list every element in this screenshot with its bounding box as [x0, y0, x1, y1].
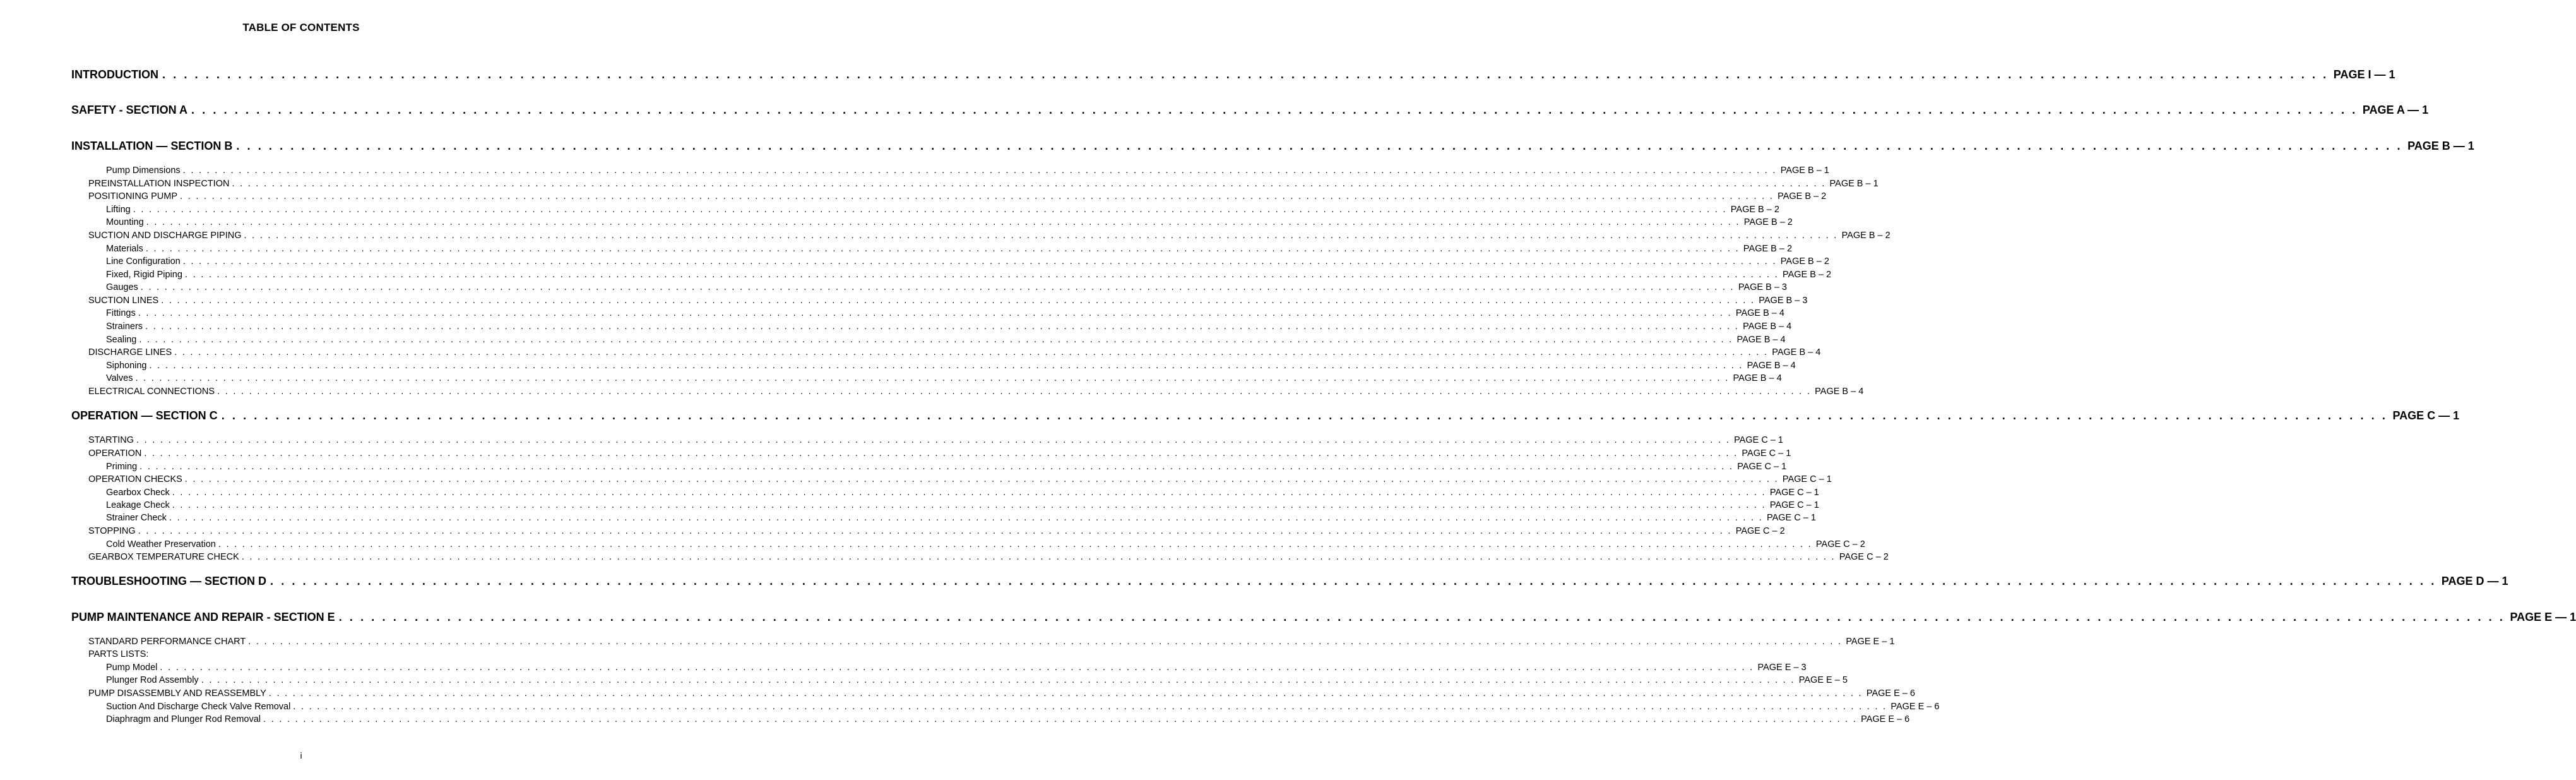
dot-leader: . . . . . . . . . . . . . . . . . . . . . . . . . . . . . . . . . . . . . . . . . . . . . . . . . . . . . . . . . . . . . . . . . . . . . . . . . . . . . . . . . . . . . . . . . . . . . . . . . . . . . . . . . . . . . . . . . . . . . . . . . . . . . . . . . . . . . . . . . . . . . . . . . . . . . . . . . . . . . . . . . . . . . . . . . . . . . . . . . . . . . . . . . . . . . . . . . . . . . . . .: [182, 256, 1777, 267]
toc-entry[interactable]: [88, 387, 1864, 397]
toc-section-entry[interactable]: [71, 104, 2429, 117]
toc-section-entry[interactable]: [71, 140, 2474, 153]
toc-entry[interactable]: [88, 448, 1791, 459]
dot-leader: . . . . . . . . . . . . . . . . . . . . . . . . . . . . . . . . . . . . . . . . . . . . . . . . . . . . . . . . . . . . . . . . . . . . . . . . . . . . . . . . . . . . . . . . . . . . . . . . . . . . . . . . . . . . . . . . . . . . . . . . . . . . . . . . . . . . . . . . . . . . . . . . . . . . . . . . . . . . . . . . . . . . . . . . . . . . . . . . . . . . . . . . . . . . . . . . . . . . . . . .: [144, 448, 1738, 459]
toc-entry-label: OPERATION — SECTION C: [71, 409, 218, 422]
dot-leader: . . . . . . . . . . . . . . . . . . . . . . . . . . . . . . . . . . . . . . . . . . . . . . . . . . . . . . . . . . . . . . . . . . . . . . . . . . . . . . . . . . . . . . . . . . . . . . . . . . . . . . . . . . . . . . . . . . . . . . . . . . . . . . . . . . . . . . . . . . . . . . . . . . . . . . . . . . . . . . . . . . . . . . . . . . . . . . . . . . . . . . . . . . . . . . . . . . . . . . . .: [139, 335, 1733, 345]
toc-entry-label: Pump Dimensions: [106, 165, 181, 176]
dot-leader: . . . . . . . . . . . . . . . . . . . . . . . . . . . . . . . . . . . . . . . . . . . . . . . . . . . . . . . . . . . . . . . . . . . . . . . . . . . . . . . . . . . . . . . . . . . . . . . . . . . . . . . . . . . . . . . . . . . . . . . . . . . . . . . . . . . . . . . . . . . . . . . . . . . . . . . . . . . . . . . . . . . . . . . . . . . . . . . . . . . . . . . . . . . . . . . . . . . . . . . .: [172, 488, 1766, 498]
toc-entry-label: Diaphragm and Plunger Rod Removal: [106, 714, 261, 724]
toc-entry-label: STARTING: [88, 435, 134, 445]
toc-entry[interactable]: [88, 231, 1890, 241]
toc-entry-page: PAGE E – 6: [1861, 714, 1910, 724]
toc-entry-label: Priming: [106, 462, 138, 472]
page-title: TABLE OF CONTENTS: [242, 21, 360, 33]
toc-entry[interactable]: [88, 474, 1832, 484]
toc-entry[interactable]: [88, 347, 1821, 357]
dot-leader: . . . . . . . . . . . . . . . . . . . . . . . . . . . . . . . . . . . . . . . . . . . . . . . . . . . . . . . . . . . . . . . . . . . . . . . . . . . . . . . . . . . . . . . . . . . . . . . . . . . . . . . . . . . . . . . . . . . . . . . . . . . . . . . . . . . . . . . . . . . . . . . . . . . . . . . . . . . . . . . . . . . . . . . . . . . . . . . . . . . . . . . . . . . . . . . . . . . . . . . .: [268, 688, 1863, 699]
toc-entry-page: PAGE E – 3: [1757, 663, 1807, 673]
toc-entry-page: PAGE B – 2: [1743, 217, 1793, 227]
toc-section-entry[interactable]: [71, 575, 2508, 588]
dot-leader: . . . . . . . . . . . . . . . . . . . . . . . . . . . . . . . . . . . . . . . . . . . . . . . . . . . . . . . . . . . . . . . . . . . . . . . . . . . . . . . . . . . . . . . . . . . . . . . . . . . . . . . . . . . . . . . . . . . . . . . . . . . . . . . . . . . . . . . . . . . . . . . . . . . . . . . . . . . . . . . . . . . . . . . . . . . . . . . . . . . . . . . . . . . . . . . . . . . . . . . .: [135, 373, 1730, 383]
dot-leader: . . . . . . . . . . . . . . . . . . . . . . . . . . . . . . . . . . . . . . . . . . . . . . . . . . . . . . . . . . . . . . . . . . . . . . . . . . . . . . . . . . . . . . . . . . . . . . . . . . . . . . . . . . . . . . . . . . . . . . . . . . . . . . . . . . . . . . . . . . . . . . . . . . . . . . . . . . . . . . . . . . . . . . . . . . . . . . . . . . . . . . . . . . . . . . . . . . . . . . . .: [161, 296, 1755, 306]
dot-leader: . . . . . . . . . . . . . . . . . . . . . . . . . . . . . . . . . . . . . . . . . . . . . . . . . . . . . . . . . . . . . . . . . . . . . . . . . . . . . . . . . . . . . . . . . . . . . . . . . . . . . . . . . . . . . . . . . . . . . . . . . . . . . . . . . . . . . . . . . . . . . . . . . . . . . . . . . . . . . . . . . . . . . . . . . . . . . . . . . . . . . . . . . . . . . . . . . . . . . . . .: [169, 513, 1763, 523]
toc-entry-page: PAGE B – 4: [1733, 373, 1782, 383]
dot-leader: . . . . . . . . . . . . . . . . . . . . . . . . . . . . . . . . . . . . . . . . . . . . . . . . . . . . . . . . . . . . . . . . . . . . . . . . . . . . . . . . . . . . . . . . . . . . . . . . . . . . . . . . . . . . . . . . . . . . . . . . . . . . . . . . . . . . . . . . . . . . . . . . . . . . . . . . . . . . . . . . . . . . . . . . . . . . . . . . . . . . . . . . . . . . . . . . . . . . . . . .: [248, 637, 1843, 647]
dot-leader: . . . . . . . . . . . . . . . . . . . . . . . . . . . . . . . . . . . . . . . . . . . . . . . . . . . . . . . . . . . . . . . . . . . . . . . . . . . . . . . . . . . . . . . . . . . . . . . . . . . . . . . . . . . . . . . . . . . . . . . . . . . . . . . . . . . . . . . . . . . . . . . . . . . . . . . . . . . . . . . . . . . . . . . . . . . . . . . . . . . . . . . . . . . . . . . . . . . . . . . .: [201, 675, 1795, 685]
toc-entry-label: POSITIONING PUMP: [88, 191, 177, 201]
toc-entry-label: SUCTION LINES: [88, 296, 159, 306]
toc-entry-label: PUMP DISASSEMBLY AND REASSEMBLY: [88, 688, 266, 699]
toc-entry-page: PAGE C – 2: [1735, 526, 1785, 536]
dot-leader: . . . . . . . . . . . . . . . . . . . . . . . . . . . . . . . . . . . . . . . . . . . . . . . . . . . . . . . . . . . . . . . . . . . . . . . . . . . . . . . . . . . . . . . . . . . . . . . . . . . . . . . . . . . . . . . . . . . . . . . . . . . . . . . . . . . . . . . . . . . . . . . . . . . . . . . . . . . . . . . . . . . . . . . . . . . . . . . . . . . . . . . . . . . . . . . . . . . . . . . .: [138, 308, 1732, 318]
toc-entry-page: PAGE E – 1: [1846, 637, 1895, 647]
toc-entry[interactable]: [106, 335, 1786, 345]
toc-entry-page: PAGE B – 1: [1829, 179, 1879, 189]
dot-leader: . . . . . . . . . . . . . . . . . . . . . . . . . . . . . . . . . . . . . . . . . . . . . . . . . . . . . . . . . . . . . . . . . . . . . . . . . . . . . . . . . . . . . . . . . . . . . . . . . . . . . . . . . . . . . . . . . . . . . . . . . . . . . . . . . . . . . . . . . . . . . . . . . . . . . . . . . . . . . . . . . . . . . . . . . . . . . . . . . . . . . . . . . . . . . . . . . . . . . . . .: [140, 282, 1735, 292]
toc-entry-page: PAGE D — 1: [2441, 575, 2508, 587]
dot-leader: . . . . . . . . . . . . . . . . . . . . . . . . . . . . . . . . . . . . . . . . . . . . . . . . . . . . . . . . . . . . . . . . . . . . . . . . . . . . . . . . . . . . . . . . . . . . . . . . . . . . . . . . . . . . . . . . . . . . . . . . . . . . . . . . . . . . . . . . . . . . . . . . . . . . . . . . . . . . . . . . . . . . . . . . . . . . . . . . . . . . . . . . . . . . . . . . . . . . . . . .: [244, 231, 1838, 241]
dot-leader: . . . . . . . . . . . . . . . . . . . . . . . . . . . . . . . . . . . . . . . . . . . . . . . . . . . . . . . . . . . . . . . . . . . . . . . . . . . . . . . . . . . . . . . . . . . . . . . . . . . . . . . . . . . . . . . . . . . . . . . . . . . . . . . . . . . . . . . . . . . . . . . . . . . . . . . . . . . . . . . . . . . . . . . . . . . . . . . . . . . . . . . . . . . . . . . . . . . . . . . .: [162, 68, 2329, 81]
toc-entry-page: PAGE B – 4: [1772, 347, 1821, 357]
toc-entry[interactable]: [106, 539, 1865, 549]
toc-entry[interactable]: [88, 296, 1808, 306]
toc-section-entry[interactable]: [71, 409, 2460, 423]
dot-leader: . . . . . . . . . . . . . . . . . . . . . . . . . . . . . . . . . . . . . . . . . . . . . . . . . . . . . . . . . . . . . . . . . . . . . . . . . . . . . . . . . . . . . . . . . . . . . . . . . . . . . . . . . . . . . . . . . . . . . . . . . . . . . . . . . . . . . . . . . . . . . . . . . . . . . . . . . . . . . . . . . . . . . . . . . . . . . . . . . . . . . . . . . . . . . . . . . . . . . . . .: [232, 179, 1826, 189]
toc-entry-page: PAGE B – 4: [1747, 361, 1796, 371]
dot-leader: . . . . . . . . . . . . . . . . . . . . . . . . . . . . . . . . . . . . . . . . . . . . . . . . . . . . . . . . . . . . . . . . . . . . . . . . . . . . . . . . . . . . . . . . . . . . . . . . . . . . . . . . . . . . . . . . . . . . . . . . . . . . . . . . . . . . . . . . . . . . . . . . . . . . . . . . . . . . . . . . . . . . . . . . . . . . . . . . . . . . . . . . . . . . . . . . . . . . . . . .: [138, 526, 1732, 536]
toc-entry-page: PAGE B — 1: [2407, 140, 2474, 152]
toc-entry-label: Lifting: [106, 205, 131, 215]
toc-entry-label: PARTS LISTS:: [88, 649, 149, 659]
toc-entry-page: PAGE B – 2: [1778, 191, 1827, 201]
toc-entry[interactable]: [106, 308, 1784, 318]
dot-leader: . . . . . . . . . . . . . . . . . . . . . . . . . . . . . . . . . . . . . . . . . . . . . . . . . . . . . . . . . . . . . . . . . . . . . . . . . . . . . . . . . . . . . . . . . . . . . . . . . . . . . . . . . . . . . . . . . . . . . . . . . . . . . . . . . . . . . . . . . . . . . . . . . . . . . . . . . . . . . . . . . . . . . . . . . . . . . . . . . . . . . . . . . . . . . . . . . . . . . . . .: [218, 539, 1812, 549]
dot-leader: . . . . . . . . . . . . . . . . . . . . . . . . . . . . . . . . . . . . . . . . . . . . . . . . . . . . . . . . . . . . . . . . . . . . . . . . . . . . . . . . . . . . . . . . . . . . . . . . . . . . . . . . . . . . . . . . . . . . . . . . . . . . . . . . . . . . . . . . . . . . . . . . . . . . . . . . . . . . . . . . . . . . . . . . . . . . . . . . . . . . . . . . . . . . . . . . . . . . . . . .: [293, 702, 1887, 712]
dot-leader: . . . . . . . . . . . . . . . . . . . . . . . . . . . . . . . . . . . . . . . . . . . . . . . . . . . . . . . . . . . . . . . . . . . . . . . . . . . . . . . . . . . . . . . . . . . . . . . . . . . . . . . . . . . . . . . . . . . . . . . . . . . . . . . . . . . . . . . . . . . . . . . . . . . . . . . . . . . . . . . . . . . . . . . . . . . . . . . . . . . . . . . . . . . . . . . . . . . . . . . .: [184, 474, 1779, 484]
toc-entry-label: GEARBOX TEMPERATURE CHECK: [88, 552, 239, 562]
toc-entry[interactable]: [106, 244, 1793, 254]
toc-entry-page: PAGE C – 2: [1815, 539, 1865, 549]
toc-entry[interactable]: [88, 649, 531, 659]
dot-leader: . . . . . . . . . . . . . . . . . . . . . . . . . . . . . . . . . . . . . . . . . . . . . . . . . . . . . . . . . . . . . . . . . . . . . . . . . . . . . . . . . . . . . . . . . . . . . . . . . . . . . . . . . . . . . . . . . . . . . . . . . . . . . . . . . . . . . . . . . . . . . . . . . . . . . . . . . . . . . . . . . . . . . . . . . . . . . . . . . . . . . . . . . . . . . . . . . . . . . . . .: [172, 500, 1766, 510]
toc-entry-page: PAGE B – 2: [1730, 205, 1779, 215]
toc-section-entry[interactable]: [71, 68, 2395, 81]
toc-entry-page: PAGE B – 2: [1783, 270, 1832, 280]
dot-leader: . . . . . . . . . . . . . . . . . . . . . . . . . . . . . . . . . . . . . . . . . . . . . . . . . . . . . . . . . . . . . . . . . . . . . . . . . . . . . . . . . . . . . . . . . . . . . . . . . . . . . . . . . . . . . . . . . . . . . . . . . . . . . . . . . . . . . . . . . . . . . . . . . . . . . . . . . . . . . . . . . . . . . . . . . . . . . . . . . . . . . . . . . . . . . . . . . . . . . . . .: [174, 347, 1769, 357]
toc-entry-label: Mounting: [106, 217, 144, 227]
toc-entry[interactable]: [106, 675, 1848, 685]
toc-entry-label: Suction And Discharge Check Valve Removal: [106, 702, 291, 712]
toc-entry-label: STANDARD PERFORMANCE CHART: [88, 637, 246, 647]
toc-entry[interactable]: [88, 191, 1827, 201]
toc-entry[interactable]: [106, 282, 1787, 292]
toc-entry-label: TROUBLESHOOTING — SECTION D: [71, 575, 267, 587]
toc-entry[interactable]: [88, 552, 1889, 562]
toc-entry-page: PAGE B – 4: [1735, 308, 1784, 318]
toc-entry-label: Siphoning: [106, 361, 147, 371]
toc-entry-label: INSTALLATION — SECTION B: [71, 140, 233, 152]
dot-leader: . . . . . . . . . . . . . . . . . . . . . . . . . . . . . . . . . . . . . . . . . . . . . . . . . . . . . . . . . . . . . . . . . . . . . . . . . . . . . . . . . . . . . . . . . . . . . . . . . . . . . . . . . . . . . . . . . . . . . . . . . . . . . . . . . . . . . . . . . . . . . . . . . . . . . . . . . . . . . . . . . . . . . . . . . . . . . . . . . . . . . . . . . . . . . . . . . . . . . . . .: [191, 104, 2358, 116]
toc-entry-label: Cold Weather Preservation: [106, 539, 216, 549]
toc-entry-label: Gauges: [106, 282, 138, 292]
dot-leader: . . . . . . . . . . . . . . . . . . . . . . . . . . . . . . . . . . . . . . . . . . . . . . . . . . . . . . . . . . . . . . . . . . . . . . . . . . . . . . . . . . . . . . . . . . . . . . . . . . . . . . . . . . . . . . . . . . . . . . . . . . . . . . . . . . . . . . . . . . . . . . . . . . . . . . . . . . . . . . . . . . . . . . . . . . . . . . . . . . . . . . . . . . . . . . . . . . . . . . . .: [338, 611, 2505, 623]
toc-entry[interactable]: [106, 513, 1816, 523]
dot-leader: . . . . . . . . . . . . . . . . . . . . . . . . . . . . . . . . . . . . . . . . . . . . . . . . . . . . . . . . . . . . . . . . . . . . . . . . . . . . . . . . . . . . . . . . . . . . . . . . . . . . . . . . . . . . . . . . . . . . . . . . . . . . . . . . . . . . . . . . . . . . . . . . . . . . . . . . . . . . . . . . . . . . . . . . . . . . . . . . . . . . . . . . . . . . . . . . . . . . . . . .: [221, 409, 2388, 422]
dot-leader: . . . . . . . . . . . . . . . . . . . . . . . . . . . . . . . . . . . . . . . . . . . . . . . . . . . . . . . . . . . . . . . . . . . . . . . . . . . . . . . . . . . . . . . . . . . . . . . . . . . . . . . . . . . . . . . . . . . . . . . . . . . . . . . . . . . . . . . . . . . . . . . . . . . . . . . . . . . . . . . . . . . . . . . . . . . . . . . . . . . . . . . . . . . . . . . . . . . . . . . .: [160, 663, 1754, 673]
toc-entry-page: PAGE E – 6: [1866, 688, 1915, 699]
toc-entry-page: PAGE A — 1: [2362, 104, 2429, 116]
toc-entry-label: OPERATION: [88, 448, 142, 459]
toc-entry-label: Leakage Check: [106, 500, 170, 510]
toc-entry-page: PAGE B – 2: [1743, 244, 1793, 254]
dot-leader: . . . . . . . . . . . . . . . . . . . . . . . . . . . . . . . . . . . . . . . . . . . . . . . . . . . . . . . . . . . . . . . . . . . . . . . . . . . . . . . . . . . . . . . . . . . . . . . . . . . . . . . . . . . . . . . . . . . . . . . . . . . . . . . . . . . . . . . . . . . . . . . . . . . . . . . . . . . . . . . . . . . . . . . . . . . . . . . . . . . . . . . . . . . . . . . . . . . . . . . .: [217, 387, 1812, 397]
toc-entry-label: OPERATION CHECKS: [88, 474, 182, 484]
toc-entry[interactable]: [88, 526, 1785, 536]
toc-entry-page: PAGE B – 3: [1738, 282, 1787, 292]
toc-entry[interactable]: [106, 663, 1807, 673]
toc-entry-page: PAGE E – 6: [1890, 702, 1940, 712]
toc-entry-page: PAGE B – 3: [1759, 296, 1808, 306]
toc-entry[interactable]: [106, 321, 1792, 332]
toc-entry-page: PAGE B – 2: [1841, 231, 1890, 241]
toc-entry[interactable]: [106, 500, 1819, 510]
toc-entry-page: PAGE B – 4: [1736, 335, 1786, 345]
toc-entry-label: SUCTION AND DISCHARGE PIPING: [88, 231, 242, 241]
toc-entry-label: Sealing: [106, 335, 137, 345]
toc-entry-label: DISCHARGE LINES: [88, 347, 172, 357]
dot-leader: . . . . . . . . . . . . . . . . . . . . . . . . . . . . . . . . . . . . . . . . . . . . . . . . . . . . . . . . . . . . . . . . . . . . . . . . . . . . . . . . . . . . . . . . . . . . . . . . . . . . . . . . . . . . . . . . . . . . . . . . . . . . . . . . . . . . . . . . . . . . . . . . . . . . . . . . . . . . . . . . . . . . . . . . . . . . . . . . . . . . . . . . . . . . . . . . . . . . . . . .: [180, 191, 1774, 201]
toc-entry-page: PAGE C – 1: [1742, 448, 1791, 459]
toc-entry-label: PUMP MAINTENANCE AND REPAIR - SECTION E: [71, 611, 335, 623]
toc-entry-page: PAGE C – 1: [1737, 462, 1787, 472]
toc-entry-label: Gearbox Check: [106, 488, 170, 498]
dot-leader: . . . . . . . . . . . . . . . . . . . . . . . . . . . . . . . . . . . . . . . . . . . . . . . . . . . . . . . . . . . . . . . . . . . . . . . . . . . . . . . . . . . . . . . . . . . . . . . . . . . . . . . . . . . . . . . . . . . . . . . . . . . . . . . . . . . . . . . . . . . . . . . . . . . . . . . . . . . . . . . . . . . . . . . . . . . . . . . . . . . . . . . . . . . . . . . . . . . . . . . .: [149, 361, 1743, 371]
dot-leader: . . . . . . . . . . . . . . . . . . . . . . . . . . . . . . . . . . . . . . . . . . . . . . . . . . . . . . . . . . . . . . . . . . . . . . . . . . . . . . . . . . . . . . . . . . . . . . . . . . . . . . . . . . . . . . . . . . . . . . . . . . . . . . . . . . . . . . . . . . . . . . . . . . . . . . . . . . . . . . . . . . . . . . . . . . . . . . . . . . . . . . . . . . . . . . . . . . . . . . . .: [139, 462, 1734, 472]
toc-entry[interactable]: [106, 488, 1819, 498]
toc-entry-page: PAGE E — 1: [2510, 611, 2576, 623]
toc-entry[interactable]: [106, 217, 1793, 227]
toc-entry[interactable]: [106, 256, 1829, 267]
dot-leader: . . . . . . . . . . . . . . . . . . . . . . . . . . . . . . . . . . . . . . . . . . . . . . . . . . . . . . . . . . . . . . . . . . . . . . . . . . . . . . . . . . . . . . . . . . . . . . . . . . . . . . . . . . . . . . . . . . . . . . . . . . . . . . . . . . . . . . . . . . . . . . . . . . . . . . . . . . . . . . . . . . . . . . . . . . . . . . . . . . . . . . . . . . . . . . . . . . . . . . . .: [136, 435, 1731, 445]
dot-leader: . . . . . . . . . . . . . . . . . . . . . . . . . . . . . . . . . . . . . . . . . . . . . . . . . . . . . . . . . . . . . . . . . . . . . . . . . . . . . . . . . . . . . . . . . . . . . . . . . . . . . . . . . . . . . . . . . . . . . . . . . . . . . . . . . . . . . . . . . . . . . . . . . . . . . . . . . . . . . . . . . . . . . . . . . . . . . . . . . . . . . . . . . . . . . . . . . . . . . . . .: [263, 714, 1858, 724]
dot-leader: . . . . . . . . . . . . . . . . . . . . . . . . . . . . . . . . . . . . . . . . . . . . . . . . . . . . . . . . . . . . . . . . . . . . . . . . . . . . . . . . . . . . . . . . . . . . . . . . . . . . . . . . . . . . . . . . . . . . . . . . . . . . . . . . . . . . . . . . . . . . . . . . . . . . . . . . . . . . . . . . . . . . . . . . . . . . . . . . . . . . . . . . . . . . . . . . . . . . . . . .: [182, 165, 1777, 176]
toc-entry[interactable]: [88, 179, 1879, 189]
toc-entry-label: SAFETY - SECTION A: [71, 104, 188, 116]
toc-entry-label: Fittings: [106, 308, 136, 318]
toc-entry-page: PAGE C – 2: [1839, 552, 1889, 562]
toc-entry-label: Strainers: [106, 321, 143, 332]
toc-entry-page: PAGE C – 1: [1769, 488, 1819, 498]
toc-entry[interactable]: [88, 637, 1895, 647]
toc-entry-label: ELECTRICAL CONNECTIONS: [88, 387, 215, 397]
toc-entry[interactable]: [106, 702, 1940, 712]
toc-entry-label: Strainer Check: [106, 513, 167, 523]
dot-leader: . . . . . . . . . . . . . . . . . . . . . . . . . . . . . . . . . . . . . . . . . . . . . . . . . . . . . . . . . . . . . . . . . . . . . . . . . . . . . . . . . . . . . . . . . . . . . . . . . . . . . . . . . . . . . . . . . . . . . . . . . . . . . . . . . . . . . . . . . . . . . . . . . . . . . . . . . . . . . . . . . . . . . . . . . . . . . . . . . . . . . . . . . . . . . . . . . . . . . . . .: [270, 575, 2437, 587]
toc-entry[interactable]: [106, 714, 1910, 724]
toc-entry[interactable]: [106, 373, 1782, 383]
toc-entry-page: PAGE B – 2: [1780, 256, 1829, 267]
toc-entry-label: STOPPING: [88, 526, 136, 536]
toc-entry-label: PREINSTALLATION INSPECTION: [88, 179, 230, 189]
dot-leader: . . . . . . . . . . . . . . . . . . . . . . . . . . . . . . . . . . . . . . . . . . . . . . . . . . . . . . . . . . . . . . . . . . . . . . . . . . . . . . . . . . . . . . . . . . . . . . . . . . . . . . . . . . . . . . . . . . . . . . . . . . . . . . . . . . . . . . . . . . . . . . . . . . . . . . . . . . . . . . . . . . . . . . . . . . . . . . . . . . . . . . . . . . . . . . . . . . . . . . . .: [241, 552, 1836, 562]
toc-entry[interactable]: [106, 165, 1829, 176]
toc-entry-label: INTRODUCTION: [71, 68, 158, 81]
toc-entry-page: PAGE B – 4: [1815, 387, 1864, 397]
toc-entry-label: Line Configuration: [106, 256, 181, 267]
toc-entry[interactable]: [106, 205, 1779, 215]
toc-entry-page: PAGE C – 1: [1769, 500, 1819, 510]
toc-entry[interactable]: [106, 361, 1796, 371]
toc-entry-label: Materials: [106, 244, 143, 254]
page-number: i: [300, 750, 302, 760]
toc-entry[interactable]: [88, 435, 1783, 445]
dot-leader: . . . . . . . . . . . . . . . . . . . . . . . . . . . . . . . . . . . . . . . . . . . . . . . . . . . . . . . . . . . . . . . . . . . . . . . . . . . . . . . . . . . . . . . . . . . . . . . . . . . . . . . . . . . . . . . . . . . . . . . . . . . . . . . . . . . . . . . . . . . . . . . . . . . . . . . . . . . . . . . . . . . . . . . . . . . . . . . . . . . . . . . . . . . . . . . . . . . . . . . .: [184, 270, 1779, 280]
toc-entry[interactable]: [106, 270, 1832, 280]
toc-entry-label: Pump Model: [106, 663, 158, 673]
toc-section-entry[interactable]: [71, 611, 2576, 624]
toc-entry[interactable]: [106, 462, 1787, 472]
toc-entry-page: PAGE C – 1: [1767, 513, 1816, 523]
toc-entry-label: Valves: [106, 373, 133, 383]
dot-leader: . . . . . . . . . . . . . . . . . . . . . . . . . . . . . . . . . . . . . . . . . . . . . . . . . . . . . . . . . . . . . . . . . . . . . . . . . . . . . . . . . . . . . . . . . . . . . . . . . . . . . . . . . . . . . . . . . . . . . . . . . . . . . . . . . . . . . . . . . . . . . . . . . . . . . . . . . . . . . . . . . . . . . . . . . . . . . . . . . . . . . . . . . . . . . . . . . . . . . . . .: [146, 217, 1740, 227]
toc-entry-label: Plunger Rod Assembly: [106, 675, 199, 685]
toc-entry-page: PAGE C – 1: [1782, 474, 1832, 484]
toc-entry-label: Fixed, Rigid Piping: [106, 270, 182, 280]
toc-entry-page: PAGE C — 1: [2392, 409, 2460, 422]
toc-entry-page: PAGE B – 4: [1743, 321, 1792, 332]
toc-entry-page: PAGE C – 1: [1734, 435, 1783, 445]
dot-leader: . . . . . . . . . . . . . . . . . . . . . . . . . . . . . . . . . . . . . . . . . . . . . . . . . . . . . . . . . . . . . . . . . . . . . . . . . . . . . . . . . . . . . . . . . . . . . . . . . . . . . . . . . . . . . . . . . . . . . . . . . . . . . . . . . . . . . . . . . . . . . . . . . . . . . . . . . . . . . . . . . . . . . . . . . . . . . . . . . . . . . . . . . . . . . . . . . . . . . . . .: [145, 321, 1740, 332]
dot-leader: . . . . . . . . . . . . . . . . . . . . . . . . . . . . . . . . . . . . . . . . . . . . . . . . . . . . . . . . . . . . . . . . . . . . . . . . . . . . . . . . . . . . . . . . . . . . . . . . . . . . . . . . . . . . . . . . . . . . . . . . . . . . . . . . . . . . . . . . . . . . . . . . . . . . . . . . . . . . . . . . . . . . . . . . . . . . . . . . . . . . . . . . . . . . . . . . . . . . . . . .: [236, 140, 2403, 152]
toc-entry[interactable]: [88, 688, 1915, 699]
dot-leader: . . . . . . . . . . . . . . . . . . . . . . . . . . . . . . . . . . . . . . . . . . . . . . . . . . . . . . . . . . . . . . . . . . . . . . . . . . . . . . . . . . . . . . . . . . . . . . . . . . . . . . . . . . . . . . . . . . . . . . . . . . . . . . . . . . . . . . . . . . . . . . . . . . . . . . . . . . . . . . . . . . . . . . . . . . . . . . . . . . . . . . . . . . . . . . . . . . . . . . . .: [133, 205, 1727, 215]
toc-entry-page: PAGE I — 1: [2333, 68, 2395, 81]
toc-entry-page: PAGE B – 1: [1780, 165, 1829, 176]
toc-entry-page: PAGE E – 5: [1798, 675, 1848, 685]
dot-leader: . . . . . . . . . . . . . . . . . . . . . . . . . . . . . . . . . . . . . . . . . . . . . . . . . . . . . . . . . . . . . . . . . . . . . . . . . . . . . . . . . . . . . . . . . . . . . . . . . . . . . . . . . . . . . . . . . . . . . . . . . . . . . . . . . . . . . . . . . . . . . . . . . . . . . . . . . . . . . . . . . . . . . . . . . . . . . . . . . . . . . . . . . . . . . . . . . . . . . . . .: [145, 244, 1740, 254]
